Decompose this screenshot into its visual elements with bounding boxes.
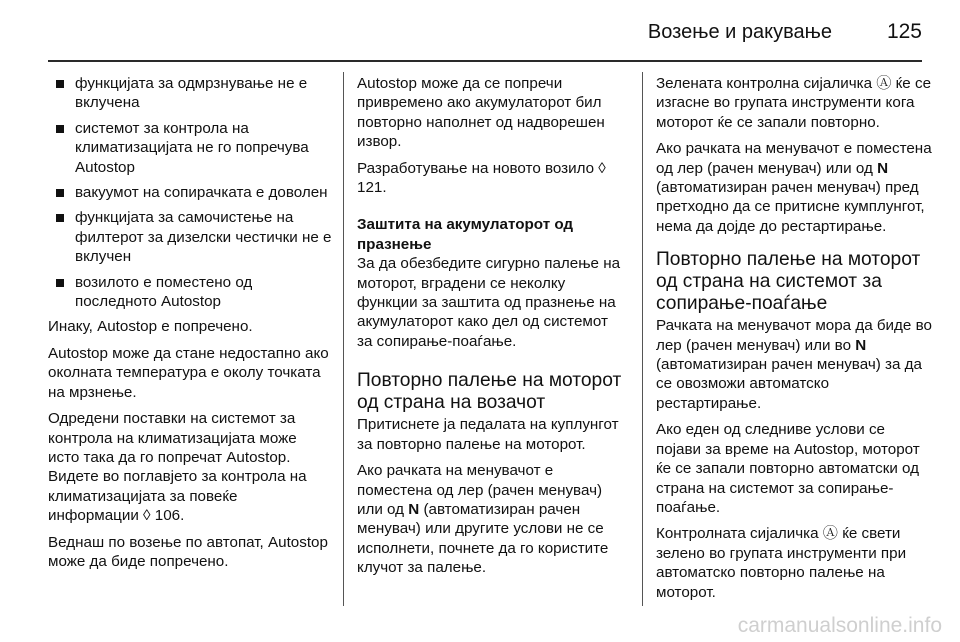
paragraph: Контролната сијаличка Ⓐ ќе свети зелено во групата инструменти при автоматско повторно палење на моторот. bbox=[656, 525, 907, 601]
cross-reference: Разработување на новото возило ◊ 121. bbox=[357, 159, 606, 197]
list-item: возилото е поместено од последното Autostop bbox=[48, 273, 332, 312]
page-header bbox=[48, 0, 922, 62]
paragraph: Притиснете ја педалата на куплунгот за повторно палење на моторот. bbox=[357, 416, 619, 453]
page-number: 125 bbox=[886, 20, 922, 43]
paragraph: За да обезбедите сигурно палење на моторот, вградени се неколку функции за заштита од празнење на акумулаторот како дел од системот за сопирање-поаѓање. bbox=[357, 255, 621, 350]
gear-position-label: N bbox=[855, 336, 867, 354]
bullet-square-icon bbox=[56, 80, 64, 88]
paragraph: Инаку, Autostop е попречено. bbox=[48, 318, 253, 336]
subheading: Заштита на акумулаторот од празнење bbox=[357, 216, 574, 253]
column-2 bbox=[357, 74, 627, 585]
paragraph: Одредени поставки на системот за контрола на климатизацијата може исто така да го попречат Autostop. Видете во поглавјето за контрола на климатизацијата за повеќе информации ◊ 106. bbox=[48, 410, 307, 525]
paragraph: Ако еден од следниве услови се појави за време на Autostop, моторот ќе се запали повторно автоматски од страна на системот за сопирање-поаѓање. bbox=[656, 421, 920, 516]
list-item: системот за контрола на климатизацијата не го попречува Autostop bbox=[48, 119, 332, 177]
column-1 bbox=[48, 74, 332, 578]
column-3 bbox=[656, 74, 932, 609]
bullet-square-icon bbox=[56, 125, 64, 133]
paragraph: Рачката на менувачот мора да биде во лер (рачен менувач) или во N (автоматизиран рачен менувач) за да се овозможи автоматско рестартирање. bbox=[656, 317, 932, 412]
section-heading: Повторно палење на моторот од страна на возачот bbox=[357, 370, 622, 414]
bullet-square-icon bbox=[56, 189, 64, 197]
list-item: вакуумот на сопирачката е доволен bbox=[48, 183, 332, 202]
paragraph: Autostop може да стане недостапно ако околната температура е околу точката на мрзнење. bbox=[48, 344, 329, 401]
header-rule bbox=[48, 60, 922, 62]
running-title: Возење и ракување bbox=[647, 21, 832, 43]
conditions-list bbox=[48, 74, 332, 311]
paragraph: Ако рачката на менувачот е поместена од лер (рачен менувач) или од N (автоматизиран рачен менувач) пред претходно да се притисне кумплунгот, нема да дојде до рестартирање. bbox=[656, 140, 932, 235]
bullet-square-icon bbox=[56, 279, 64, 287]
paragraph: Ако рачката на менувачот е поместена од лер (рачен менувач) или од N (автоматизиран рачен менувач) или другите услови не се исполнети, почнете да го користите клучот за палење. bbox=[357, 462, 609, 577]
paragraph: Веднаш по возење по автопат, Autostop може да биде попречено. bbox=[48, 533, 328, 570]
bullet-square-icon bbox=[56, 214, 64, 222]
section-heading: Повторно палење на моторот од страна на системот за сопирање-поаѓање bbox=[656, 249, 921, 315]
watermark: carmanualsonline.info bbox=[737, 614, 942, 637]
column-divider-2 bbox=[642, 72, 643, 606]
column-divider-1 bbox=[343, 72, 344, 606]
paragraph: Зелената контролна сијаличка Ⓐ ќе се изгасне во групата инструменти кога моторот ќе се запали повторно. bbox=[656, 75, 932, 131]
gear-position-label: N bbox=[877, 159, 889, 177]
paragraph: Autostop може да се попречи привремено ако акумулаторот бил повторно наполнет од надворешен извор. bbox=[357, 75, 605, 151]
list-item: функцијата за одмрзнување не е вклучена bbox=[48, 74, 332, 113]
gear-position-label: N bbox=[408, 500, 420, 518]
list-item: функцијата за самочистење на филтерот за дизелски честички не е вклучен bbox=[48, 208, 332, 266]
